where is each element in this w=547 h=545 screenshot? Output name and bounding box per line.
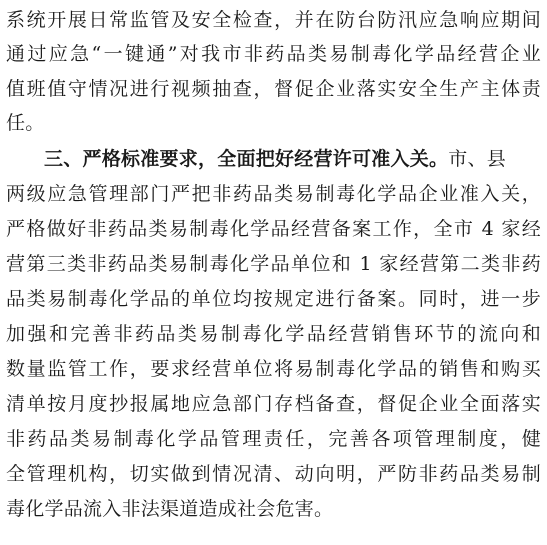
paragraph-2-line-6: 数量监管工作，要求经营单位将易制毒化学品的销售和购买 [6,358,541,380]
paragraph-2-line-10: 毒化学品流入非法渠道造成社会危害。 [6,498,334,520]
section-heading-tail: 市、县 [448,148,507,170]
paragraph-2-line-4: 品类易制毒化学品的单位均按规定进行备案。同时，进一步 [6,288,541,310]
paragraph-2-line-3: 营第三类非药品类易制毒化学品单位和 1 家经营第二类非药 [6,253,541,275]
section-heading: 三、严格标准要求，全面把好经营许可准入关。 [44,148,449,170]
paragraph-2-line-2: 严格做好非药品类易制毒化学品经营备案工作，全市 4 家经 [6,218,541,240]
paragraph-2-line-9: 全管理机构，切实做到情况清、动向明，严防非药品类易制 [6,463,541,485]
paragraph-1-line-4: 任。 [6,112,45,134]
paragraph-2-line-5: 加强和完善非药品类易制毒化学品经营销售环节的流向和 [6,323,541,345]
section-heading-line [44,147,506,171]
paragraph-1-line-2: 通过应急“一键通”对我市非药品类易制毒化学品经营企业 [6,43,541,65]
paragraph-2-line-8: 非药品类易制毒化学品管理责任，完善各项管理制度，健 [6,428,541,450]
paragraph-1-line-1: 系统开展日常监管及安全检查，并在防台防汛应急响应期间 [6,9,541,31]
paragraph-2-line-1: 两级应急管理部门严把非药品类易制毒化学品企业准入关， [6,183,541,205]
paragraph-1-line-3: 值班值守情况进行视频抽查，督促企业落实安全生产主体责 [6,78,541,100]
paragraph-2-line-7: 清单按月度抄报属地应急部门存档备查，督促企业全面落实 [6,393,541,415]
